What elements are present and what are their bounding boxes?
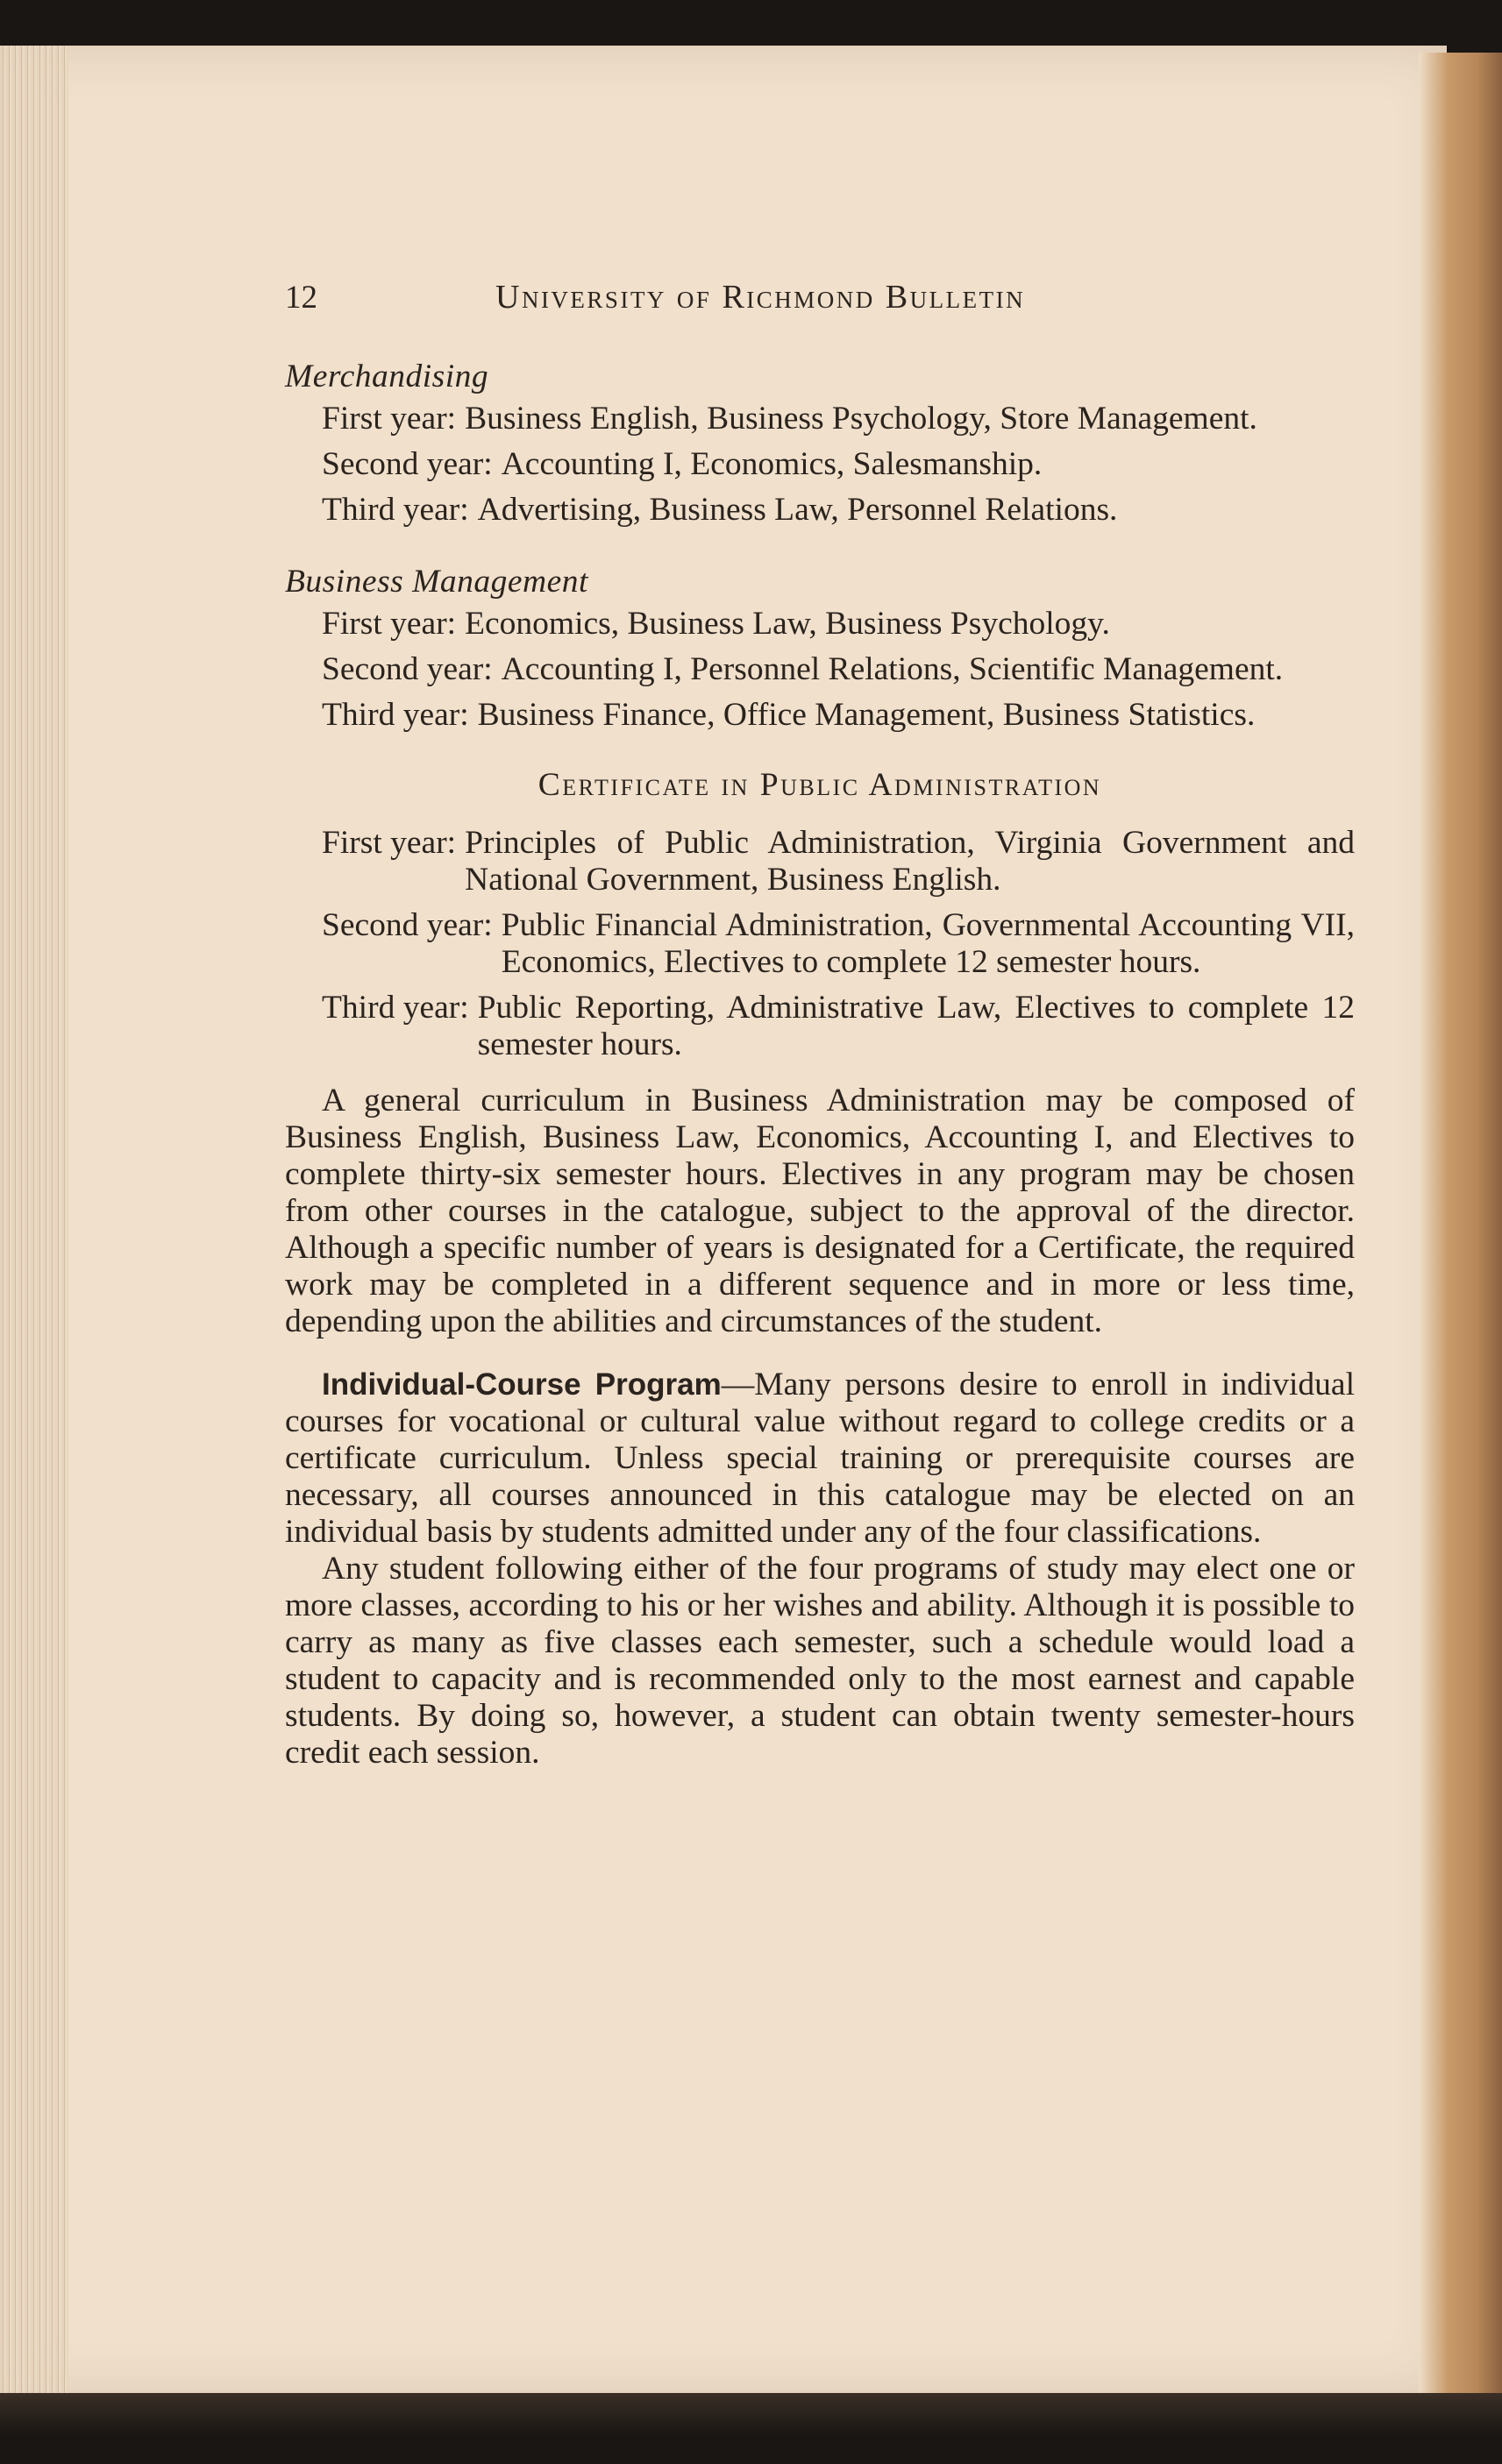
- row-text: Accounting I, Personnel Relations, Scientific Management.: [501, 651, 1284, 687]
- row-label: Second year:: [322, 907, 493, 943]
- row-label: First year:: [322, 825, 457, 861]
- business-management-first-year: [322, 606, 1355, 643]
- merchandising-third-year: [322, 492, 1355, 529]
- public-administration-second-year: [322, 907, 1355, 981]
- row-text: Economics, Business Law, Business Psychology.: [465, 606, 1110, 642]
- running-title: University of Richmond Bulletin: [495, 279, 1026, 316]
- individual-course-paragraph-2: Any student following either of the four programs of study may elect one or more classes, according to his or her wishes and ability. Although it is possible to carry as many as five classes each semester, such a schedule would load a student to capacity and is recommended only to the most earnest and capable students. By doing so, however, a student can obtain twenty semester-hours credit each session.: [285, 1551, 1355, 1771]
- row-text: Business English, Business Psychology, Store Management.: [465, 401, 1257, 437]
- business-management-section: [285, 564, 1355, 734]
- merchandising-second-year: [322, 446, 1355, 483]
- merchandising-section: [285, 359, 1355, 529]
- page-content: [285, 279, 1355, 1772]
- row-text: Public Reporting, Administrative Law, Electives to complete 12 semester hours.: [477, 990, 1355, 1062]
- row-text: Accounting I, Economics, Salesmanship.: [501, 446, 1043, 482]
- bottom-edge: [0, 2393, 1502, 2464]
- row-text: Advertising, Business Law, Personnel Relations.: [477, 492, 1118, 528]
- row-label: Third year:: [322, 492, 469, 528]
- row-label: Second year:: [322, 651, 493, 687]
- individual-course-paragraph: [285, 1367, 1355, 1551]
- merchandising-first-year: [322, 401, 1355, 437]
- general-curriculum-section: [285, 1083, 1355, 1340]
- row-label: Third year:: [322, 697, 469, 733]
- business-management-title: Business Management: [285, 564, 588, 600]
- page-number: 12: [285, 280, 317, 316]
- merchandising-title: Merchandising: [285, 359, 489, 394]
- row-label: First year:: [322, 401, 457, 437]
- business-management-second-year: [322, 651, 1355, 688]
- public-administration-title: Certificate in Public Administration: [537, 767, 1102, 803]
- row-label: Third year:: [322, 990, 469, 1026]
- row-label: First year:: [322, 606, 457, 642]
- individual-course-lead: Individual-Course Program: [322, 1367, 722, 1402]
- individual-course-section: [285, 1367, 1355, 1772]
- row-label: Second year:: [322, 446, 493, 482]
- page-edges: [0, 46, 68, 2395]
- page-header: [285, 279, 1355, 316]
- individual-course-text: —Many persons desire to enroll in individual courses for vocational or cultural value without regard to college credits or a certificate curriculum. Unless special training or prerequisite courses are necessary, all courses announced in this catalogue may be elected on an individual basis by students admitted under any of the four classifications.: [285, 1367, 1355, 1550]
- public-administration-third-year: [322, 990, 1355, 1063]
- public-administration-section: [285, 767, 1355, 1063]
- row-text: Business Finance, Office Management, Business Statistics.: [477, 697, 1256, 733]
- general-curriculum-paragraph: A general curriculum in Business Administration may be composed of Business English, Business Law, Economics, Accounting I, and Electives to complete thirty-six semester hours. Electives in any program may be chosen from other courses in the catalogue, subject to the approval of the director. Although a specific number of years is designated for a Certificate, the required work may be completed in a different sequence and in more or less time, depending upon the abilities and circumstances of the student.: [285, 1083, 1355, 1339]
- public-administration-first-year: [322, 825, 1355, 898]
- row-text: Public Financial Administration, Governmental Accounting VII, Economics, Electives to complete 12 semester hours.: [501, 907, 1355, 980]
- row-text: Principles of Public Administration, Virginia Government and National Government, Business English.: [465, 825, 1355, 898]
- book-binding: [1419, 53, 1502, 2393]
- business-management-third-year: [322, 697, 1355, 734]
